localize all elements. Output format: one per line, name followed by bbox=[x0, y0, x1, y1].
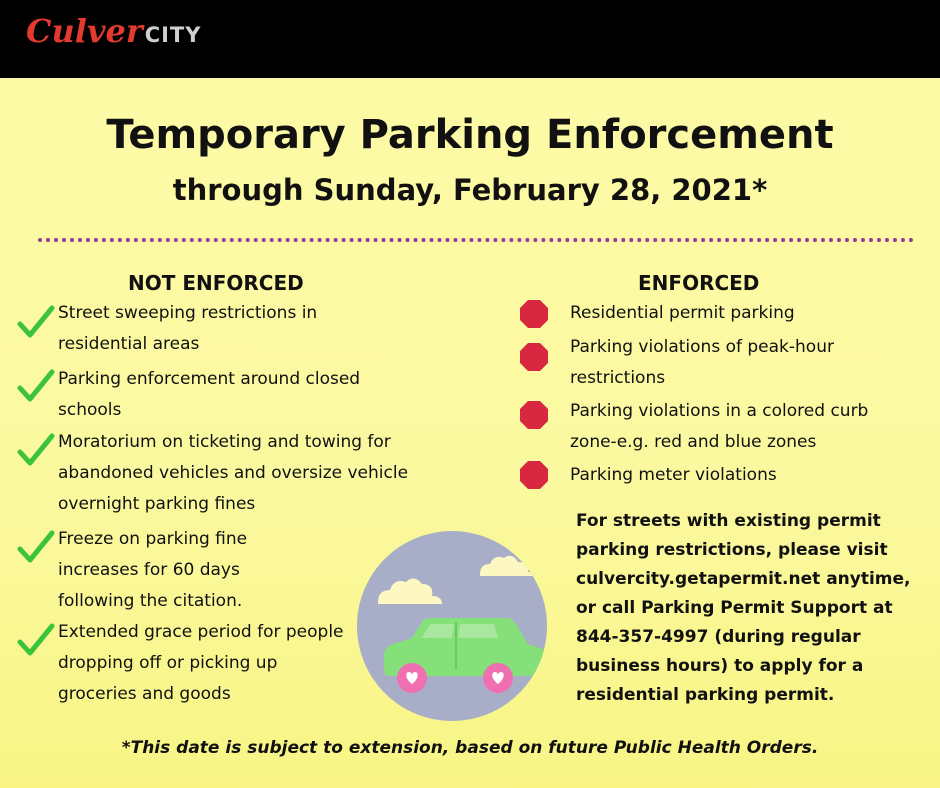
not-enforced-item: Parking enforcement around closed schools bbox=[58, 369, 361, 420]
stop-sign-icon bbox=[519, 400, 549, 430]
enforced-item: Parking violations in a colored curb zone-e.g. red and blue zones bbox=[570, 401, 869, 452]
stop-sign-icon bbox=[519, 460, 549, 490]
logo-script-text: Culver bbox=[26, 12, 143, 50]
stop-sign-icon bbox=[519, 342, 549, 372]
enforced-heading: ENFORCED bbox=[638, 271, 760, 295]
dotted-divider bbox=[38, 238, 914, 242]
not-enforced-item: Street sweeping restrictions in residential areas bbox=[58, 303, 318, 354]
enforced-item: Residential permit parking bbox=[570, 303, 795, 323]
check-icon bbox=[16, 527, 56, 567]
enforced-item: Parking violations of peak-hour restrictions bbox=[570, 337, 834, 388]
not-enforced-item: Moratorium on ticketing and towing for abandoned vehicles and oversize vehicle overnight parking fines bbox=[58, 432, 409, 514]
logo-city-text: CITY bbox=[144, 23, 202, 47]
not-enforced-item: Freeze on parking fine increases for 60 days following the citation. bbox=[58, 529, 248, 611]
culver-city-logo[interactable] bbox=[26, 12, 201, 50]
car-illustration bbox=[356, 530, 548, 722]
enforced-item: Parking meter violations bbox=[570, 465, 777, 485]
not-enforced-heading: NOT ENFORCED bbox=[128, 271, 304, 295]
stop-sign-icon bbox=[519, 299, 549, 329]
footnote: *This date is subject to extension, based on future Public Health Orders. bbox=[121, 738, 819, 758]
page-subtitle: through Sunday, February 28, 2021* bbox=[172, 173, 768, 207]
check-icon bbox=[16, 302, 56, 342]
check-icon bbox=[16, 620, 56, 660]
check-icon bbox=[16, 366, 56, 406]
header-bar bbox=[0, 0, 940, 78]
permit-note: For streets with existing permit parking restrictions, please visit culvercity.getapermit.net anytime, or call Parking Permit Support at 844-357-4997 (during regular business hours) to apply for a residential parking permit. bbox=[576, 511, 911, 705]
page-title: Temporary Parking Enforcement bbox=[106, 112, 834, 158]
not-enforced-item: Extended grace period for people dropping off or picking up groceries and goods bbox=[58, 622, 344, 704]
check-icon bbox=[16, 430, 56, 470]
